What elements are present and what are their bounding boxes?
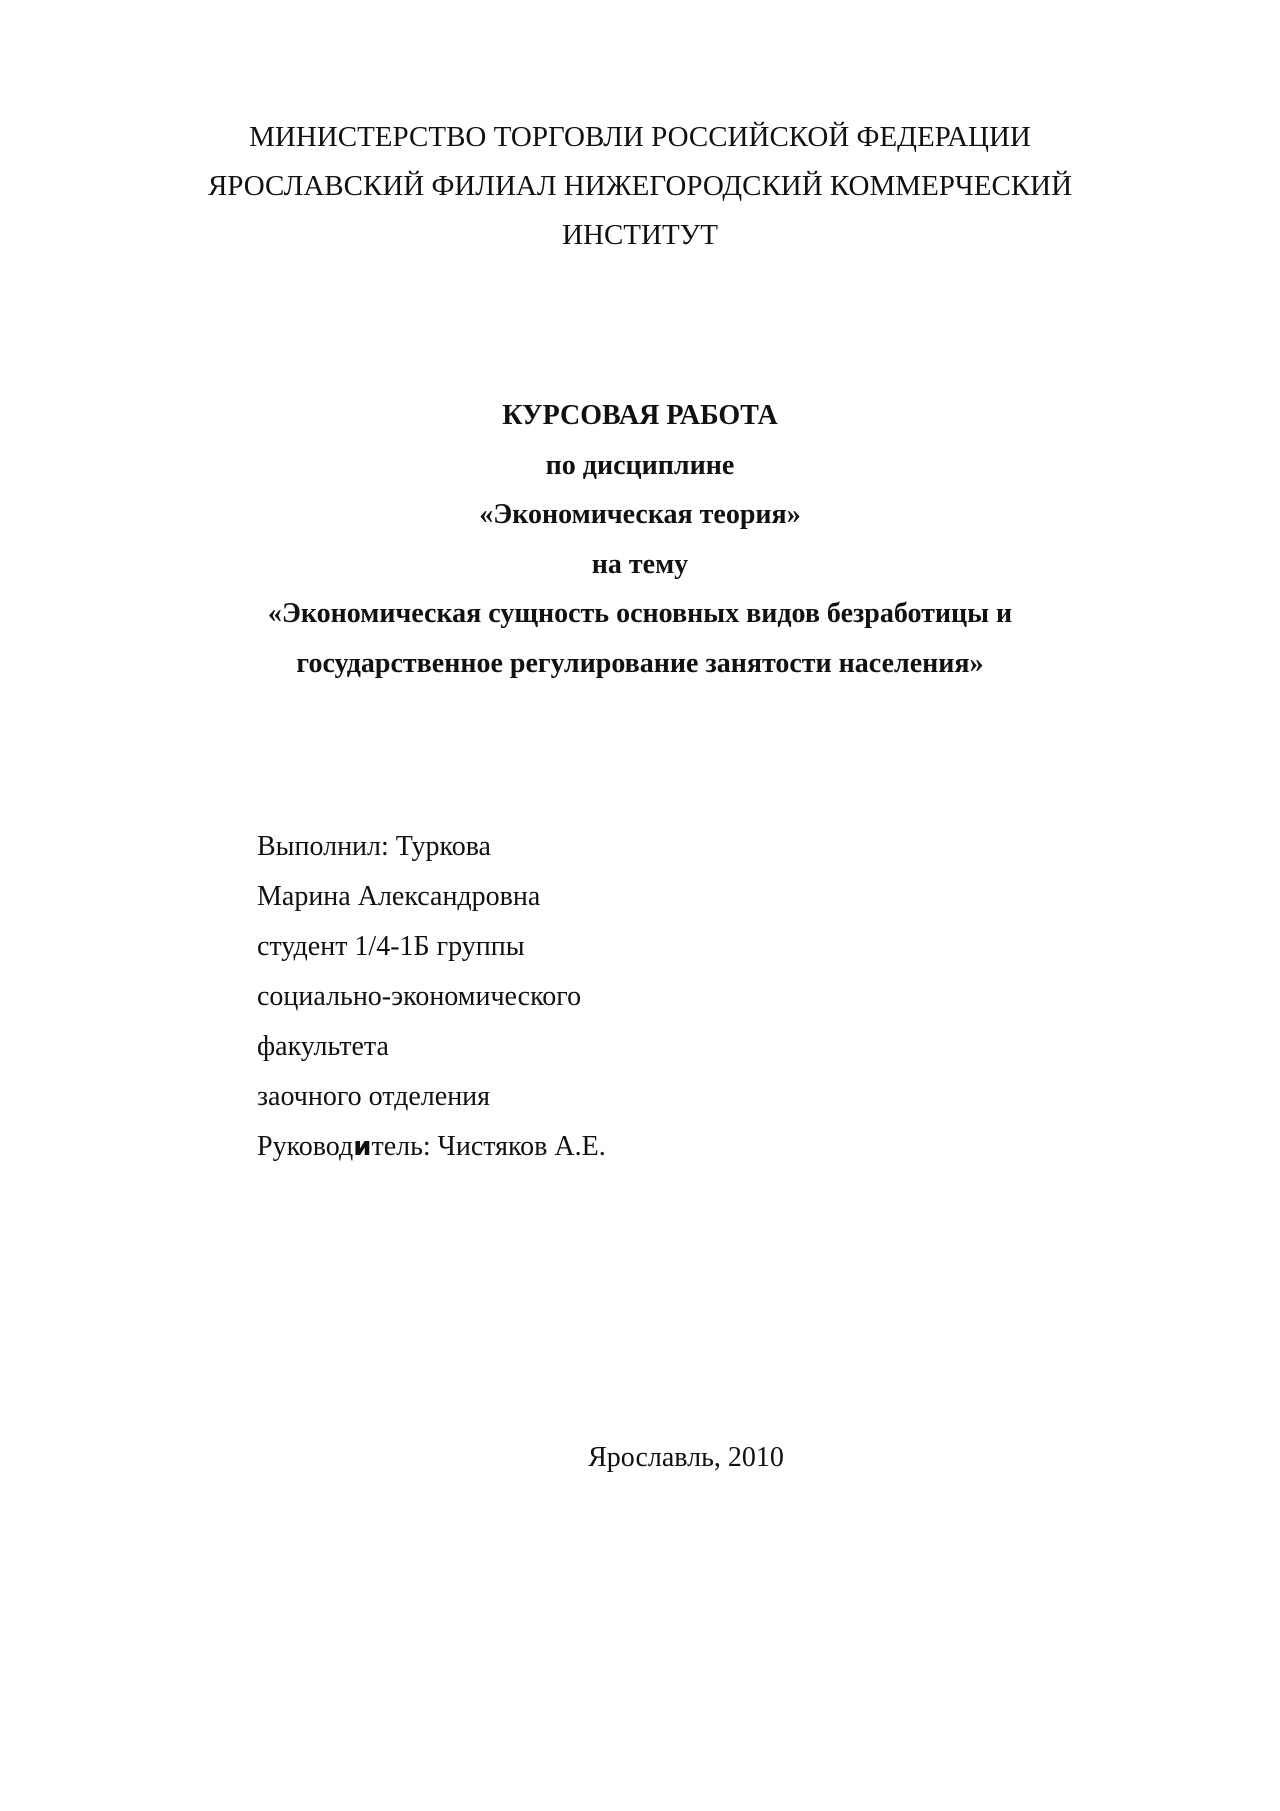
discipline-prefix: по дисциплине	[545, 449, 735, 481]
discipline-name: «Экономическая теория»	[479, 499, 801, 530]
topic-line-1: «Экономическая сущность основных видов безработицы и	[267, 598, 1013, 629]
branch-line: ЯРОСЛАВСКИЙ ФИЛИАЛ НИЖЕГОРОДСКИЙ КОММЕРЧЕСКИЙ	[207, 170, 1073, 202]
work-type: КУРСОВАЯ РАБОТА	[502, 400, 778, 431]
author-faculty-line: социально-экономического	[257, 981, 582, 1012]
city-year: Ярославль, 2010	[588, 1442, 784, 1473]
footer	[0, 1438, 1280, 1478]
supervisor-line	[257, 1122, 957, 1172]
author-faculty-word: факультета	[257, 1031, 389, 1062]
ministry-line: МИНИСТЕРСТВО ТОРГОВЛИ РОССИЙСКОЙ ФЕДЕРАЦИИ	[249, 121, 1031, 153]
supervisor-odd-letter: и	[353, 1132, 372, 1162]
author-group-line: студент 1/4-1Б группы	[257, 931, 525, 962]
institute-line: ИНСТИТУТ	[562, 219, 718, 251]
supervisor-rest: тель: Чистяков А.Е.	[371, 1131, 606, 1162]
title-block	[0, 391, 1280, 688]
author-name-line: Выполнил: Туркова	[257, 831, 491, 862]
institution-header	[0, 113, 1280, 260]
supervisor-prefix: Руковод	[257, 1131, 354, 1162]
topic-line-2: государственное регулирование занятости населения»	[296, 647, 984, 679]
topic-prefix: на тему	[591, 548, 689, 580]
author-block	[257, 822, 957, 1172]
author-department-line: заочного отделения	[257, 1081, 491, 1112]
author-patronymic-line: Марина Александровна	[257, 881, 541, 912]
